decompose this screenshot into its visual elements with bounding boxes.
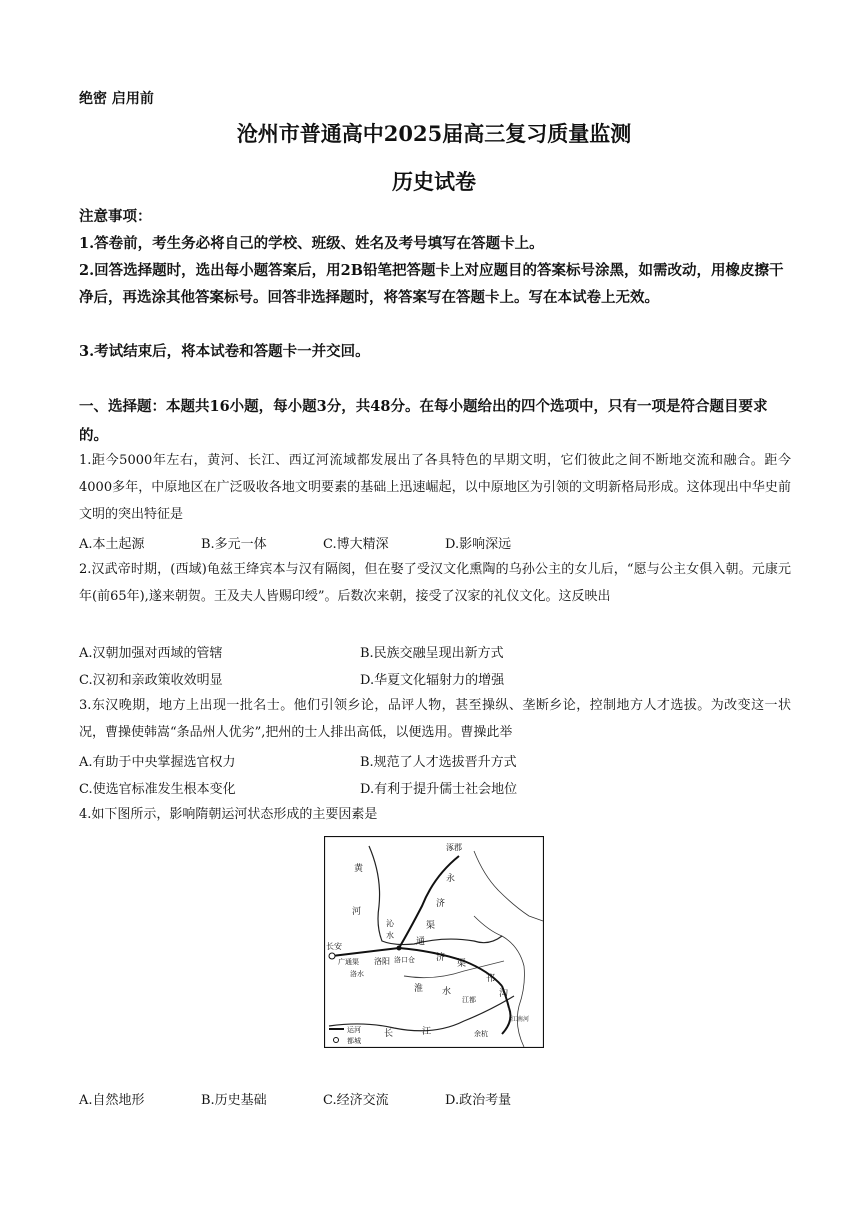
map-label-yuhang: 余杭 [474,1030,488,1038]
map-label-tongqu: 渠 [457,959,467,969]
q3-option-c[interactable]: C.使选官标准发生根本变化 [79,782,236,797]
q2-option-d[interactable]: D.华夏文化辐射力的增强 [360,673,505,688]
map-label-guangtong: 广通渠 [338,958,359,966]
exam-title: 沧州市普通高中2025届高三复习质量监测 [236,121,632,146]
map-label-tong: 通 [416,937,426,947]
map-label-yong: 永 [446,874,456,884]
map-label-jiangdu: 江都 [462,996,476,1004]
question-2-stem: 2.汉武帝时期，(西域)龟兹王绛宾本与汉有隔阂，但在娶了受汉文化熏陶的乌孙公主的女儿后，“愿与公主女俱入朝。元康元年(前65年),遂来朝贺。王及夫人皆赐印绶”。后数次来朝，接受了汉家的礼仪文化。这反映出 [79,562,791,604]
map-label-chang: 长 [384,1029,394,1039]
luoyang-marker [397,946,402,951]
question-1-stem: 1.距今5000年左右，黄河、长江、西辽河流域都发展出了各具特色的早期文明，它们彼此之间不断地交流和融合。距今4000多年，中原地区在广泛吸收各地文明要素的基础上迅速崛起，以中原地区为引领的文明新格局形成。这体现出中华史前文明的突出特征是 [79,453,791,522]
sui-canal-map [324,836,544,1048]
notice-item-2: 2.回答选择题时，选出每小题答案后，用2B铅笔把答题卡上对应题目的答案标号涂黑，如需改动，用橡皮擦干净后，再选涂其他答案标号。回答非选择题时，将答案写在答题卡上。写在本试卷上无效。 [79,262,784,306]
notice-heading: 注意事项： [79,208,152,225]
section-heading: 一、选择题：本题共16小题，每小题3分，共48分。在每小题给出的四个选项中，只有一项是符合题目要求的。 [79,398,768,444]
question-4-stem: 4.如下图所示，影响隋朝运河状态形成的主要因素是 [79,807,378,822]
q2-option-b[interactable]: B.民族交融呈现出新方式 [360,646,504,661]
notice-item-3: 3.考试结束后，将本试卷和答题卡一并交回。 [79,343,370,360]
q2-option-c[interactable]: C.汉初和亲政策收效明显 [79,673,223,688]
q1-option-c[interactable]: C.博大精深 [323,537,389,552]
confidential-label: 绝密 启用前 [79,91,154,107]
q2-option-a[interactable]: A.汉朝加强对西域的管辖 [79,646,223,661]
question-4-options [79,1089,791,1108]
q1-option-a[interactable]: A.本土起源 [79,537,145,552]
q3-option-d[interactable]: D.有利于提升儒士社会地位 [360,782,518,797]
map-label-gou: 沟 [499,989,509,999]
map-label-luoyang: 洛阳 [374,957,390,966]
exam-subject: 历史试卷 [392,169,476,194]
q3-option-a[interactable]: A.有助于中央掌握选官权力 [79,755,236,770]
map-label-he: 河 [352,907,362,917]
q4-option-b[interactable]: B.历史基础 [201,1093,267,1108]
legend-canal-label: 运河 [347,1026,361,1034]
map-label-ji: 济 [436,899,446,909]
legend-capital-marker [334,1038,339,1043]
map-label-jiang: 江 [422,1027,432,1037]
q1-option-d[interactable]: D.影响深远 [445,537,512,552]
map-label-luokoucang: 洛口仓 [394,956,415,964]
map-label-zhuojun: 涿郡 [446,843,462,852]
question-1-options [79,533,791,552]
legend-capital-label: 都城 [347,1037,361,1045]
map-label-qu: 渠 [426,921,436,931]
q3-option-b[interactable]: B.规范了人才选拔晋升方式 [360,755,517,770]
q1-option-b[interactable]: B.多元一体 [201,537,267,552]
map-label-qin: 沁 [386,919,394,928]
notice-item-1: 1.答卷前，考生务必将自己的学校、班级、姓名及考号填写在答题卡上。 [79,235,544,252]
map-label-huai: 淮 [414,984,424,994]
map-label-luoshui: 洛水 [350,970,364,978]
question-3-stem: 3.东汉晚期，地方上出现一批名士。他们引领乡论，品评人物，甚至操纵、垄断乡论，控制地方人才选拔。为改变这一状况，曹操使韩嵩“条品州人优劣”,把州的士人排出高低，以便选用。曹操此举 [79,698,791,740]
map-label-shui: 水 [386,931,394,940]
capital-marker [329,953,335,959]
map-label-huang: 黄 [354,864,364,874]
q4-option-c[interactable]: C.经济交流 [323,1093,389,1108]
map-label-jiangnan: 江南河 [511,1016,530,1023]
map-label-tongji: 济 [436,953,446,963]
q4-option-d[interactable]: D.政治考量 [445,1093,512,1108]
map-label-han: 邗 [486,974,496,984]
map-label-huai-shui: 水 [442,987,452,997]
map-label-changan: 长安 [326,942,342,951]
q4-option-a[interactable]: A.自然地形 [79,1093,145,1108]
